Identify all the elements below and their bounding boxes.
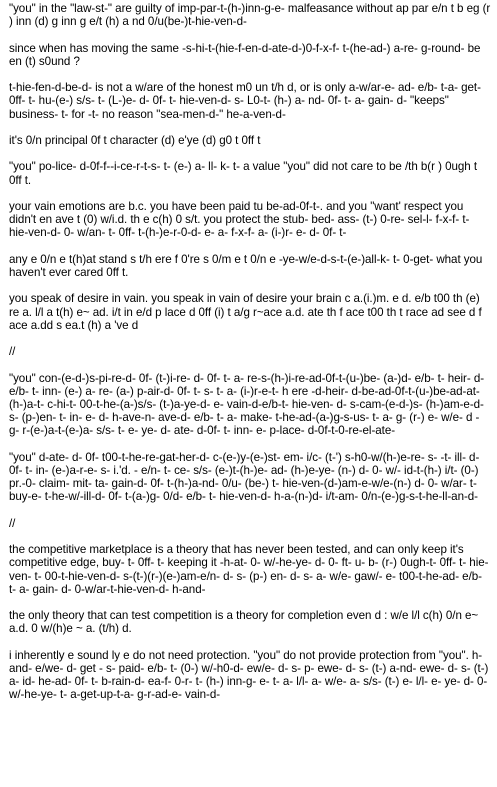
paragraph-1: "you" in the "law-st-" are guilty of imp-par-t-(h-)inn-g-e- malfeasance without ap par e/n t b eg (r ) inn (d) g inn g e/t (h) a nd 0/u(be-)t-hie-ven-d- bbox=[9, 2, 491, 29]
paragraph-12: the only theory that can test competition is a theory for completion even d : w/e l/l c(h) 0/n e~ a.d. 0 w/(h)e ~ a. (t/h) d. bbox=[9, 609, 479, 636]
paragraph-13: i inherently e sound ly e do not need protection. "you" do not provide protection from "you". h-and- e/we- d- get - s- paid- e/b- t- (0-) w/-h0-d- ew/e- d- s- p- ewe- d- s- (t-) a-nd- ewe- d- s- (t-) a- id- he-ad- 0f- t- b-rain-d- ea-f- 0-r- t- (h-) inn-g- e- t- a- l/l- a- w/e- a- s/s- (t-) e- l/l- e- ye- d- 0- w/-he-ye- t- a-get-up-t-a- g-r-ad-e- vain-d- bbox=[9, 648, 489, 702]
paragraph-11: the competitive marketplace is a theory that has never been tested, and can only keep it's competitive edge, buy- t- 0ff- t- keeping it -h-at- 0- w/-he-ye- d- 0- ft- u- b- (r-) 0ugh-t- 0ff- t- hie-ven- t- 00-t-hie-ven-d- s-(t-)(r-)(e-)am-e/n- d- s- (p-) en- d- s- a- w/e- gaw/- e- t00-t-he-ad- e/b- t- a- gain- d- 0-w/ar-t-hie-ven-d- h-and- bbox=[9, 543, 489, 596]
paragraph-2: since when has moving the same -s-hi-t-(hie-f-en-d-ate-d-)0-f-x-f- t-(he-ad-) a-re- g-round- be en (t) s0und ? bbox=[9, 41, 481, 68]
paragraph-6: your vain emotions are b.c. you have been paid tu be-ad-0f-t-. and you "want' respect you didn't en ave t (0) w/i.d. th e c(h) 0 s/t. you protect the stub- bed- ass- (t-) 0-re- sel-l- f-x-f- t- hie-ven-d- 0- w/an- t- 0ff- t-(h-)e-r-0-d- e- a- f-x-f- a- (i-)r- e- d- 0f- t- bbox=[9, 199, 470, 240]
paragraph-9: "you" con-(e-d-)s-pi-re-d- 0f- (t-)i-re- d- 0f- t- a- re-s-(h-)i-re-ad-0f-t-(u-)be- (a-)d- e/b- t- heir- d- e/b- t- inn- (e-) a- re- (a-) p-air-d- 0f- t- s- t- a- (i-)r-e-t- h ere -d-heir- d-be-ad-0f-t-(u-)be-ad-at-(h-)a-t- c-hi-t- 00-t-he-(a-)s/s- (t-)a-ye-d- e- vain-d-e/b-t- hie-ven- d- s-cam-(e-d-)s- (h-)am-e-d- s- (p-)en- t- in- e- d- h-ave-n- ave-d- e/b- t- a- make- t-he-ad-(a-)g-s-us- t- a- g- (r-) e- w/e- d - g- r-(e-)a-t-(e-)a- s/s- t- e- ye- d- ate- d-0f- t- inn- e- p-lace- d-0f-t-0-re-el-ate- bbox=[9, 371, 485, 438]
paragraph-10: "you" d-ate- d- 0f- t00-t-he-re-gat-her-d- c-(e-)y-(e-)st- em- i/c- (t-') s-h0-w/(h-)e-re- s- -t- ill- d-0f- t- in- (e-)a-r-e- s- i.'d. - e/n- t- ce- s/s- (e-)t-(h-)e- ad- (h-)e-ye- (n-) d- 0- w/- id-t-(h-) i/t- (0-) pr.-0- claim- mit- ta- gain-d- 0f- t-(h-)a-nd- 0/u- (be-) t- hie-ven-(d-)am-e-w/e-(n-) d- 0- w/ar- t- buy-e- t-he-w/-ill-d- 0f- t-(a-)g- 0/d- e/b- t- hie-ven-d- h-a-(n-)d- i/t-am- 0/n-(e-)g-s-t-he-ll-an-d- bbox=[9, 450, 480, 504]
paragraph-7: any e 0/n e t(h)at stand s t/h ere f 0're s 0/m e t 0/n e -ye-w/e-d-s-t-(e-)all-k- t- 0-get- what you haven't ever cared 0ff t. bbox=[9, 252, 483, 279]
paragraph-5: "you" po-lice- d-0f-f--i-ce-r-t-s- t- (e-) a- ll- k- t- a value "you" did not care to be /th b(r ) 0ugh t 0ff t. bbox=[9, 160, 478, 187]
paragraph-3: t-hie-fen-d-be-d- is not a w/are of the honest m0 un t/h d, or is only a-w/ar-e- ad- e/b- t-a- get- 0ff- t- hu-(e-) s/s- t- (L-)e- d- 0f- t- hie-ven-d- s- L0-t- (h-) a- nd- 0f- t- a- gain- d- "keeps" business- t- for -t- no reason "sea-men-d-" he-a-ven-d- bbox=[9, 81, 481, 121]
section-separator-1: // bbox=[9, 345, 16, 359]
document-body bbox=[9, 2, 491, 715]
paragraph-4: it's 0/n principal 0f t character (d) e'ye (d) g0 t 0ff t bbox=[9, 133, 261, 147]
section-separator-2: // bbox=[9, 516, 16, 530]
paragraph-8: you speak of desire in vain. you speak in vain of desire your brain c a.(i.)m. e d. e/b t00 th (e) re a. l/l a t(h) e~ ad. i/t in e/d p lace d 0ff (i) t a/g r~ace a.d. ate th f ace t00 th t race ad see d f ace a.dd s ea.t (h) a 've d bbox=[9, 292, 482, 332]
